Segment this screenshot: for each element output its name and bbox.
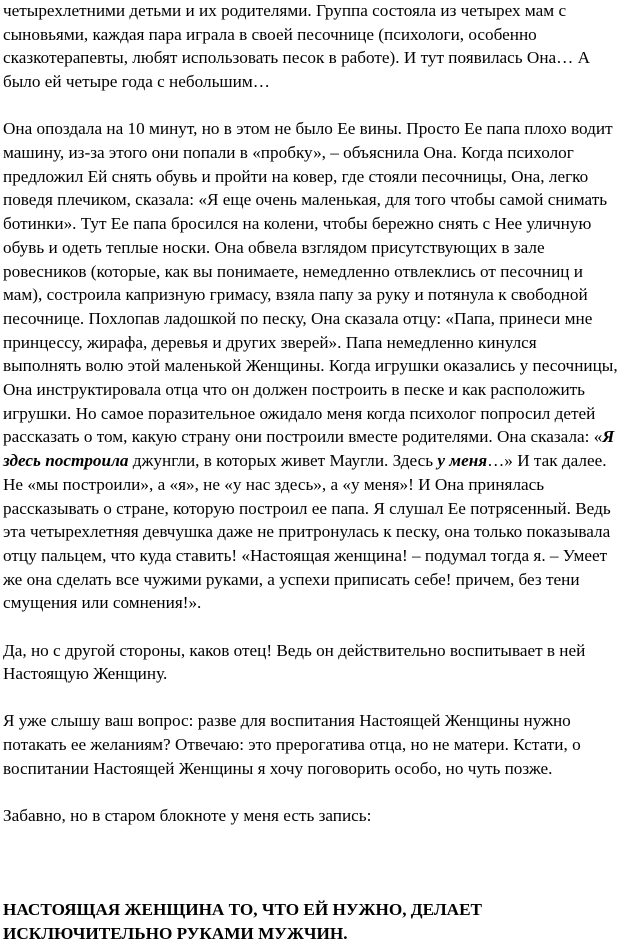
paragraph-5: Забавно, но в старом блокноте у меня есть запись:: [3, 806, 372, 826]
paragraph-1: четырехлетними детьми и их родителями. Группа состояла из четырех мам с сыновьями, каждая пара играла в своей песочнице (психологи, особенно сказкотерапевты, любят использовать песок в работе). И тут появилась Она… А было ей четыре года с небольшим…: [3, 1, 591, 92]
paragraph-2-emphasis-1: Я здесь построила: [3, 427, 615, 471]
paragraph-2-text-a: Она опоздала на 10 минут, но в этом не было Ее вины. Просто Ее папа плохо водит машину, из-за этого они попали в «пробку», – объяснила Она. Когда психолог предложил Ей снять обувь и пройти на ковер, где стояли песочницы, Она, легко поведя плечиком, сказала: «Я еще очень маленькая, для того чтобы самой снимать ботинки». Тут Ее папа бросился на колени, чтобы бережно снять с Нее уличную обувь и одеть теплые носки. Она обвела взглядом присутствующих в зале ровесников (которые, как вы понимаете, немедленно отвлеклись от песочниц и мам), состроила капризную гримасу, взяла папу за руку и потянула к свободной песочнице. Похлопав ладошкой по песку, Она сказала отцу: «Папа, принеси мне принцессу, жирафа, деревья и других зверей». Папа немедленно кинулся выполнять волю этой маленькой Женщины. Когда игрушки оказались у песочницы, Она инструктировала отца что он должен построить в песке и как расположить игрушки. Но самое поразительное ожидало меня когда психолог попросил детей рассказать о том, какую страну они построили вместе родителями. Она сказала: «: [3, 119, 618, 447]
paragraph-2-emphasis-2: у меня: [437, 451, 488, 471]
paragraph-gap: [3, 828, 618, 898]
paragraph-gap: [3, 781, 618, 805]
paragraph-2: [3, 117, 618, 615]
paragraph-gap: [3, 94, 618, 118]
paragraph-2-text-b: джунгли, в которых живет Маугли. Здесь: [128, 451, 438, 471]
paragraph-3: Да, но с другой стороны, каков отец! Ведь он действительно воспитывает в ней Настоящую Женщину.: [3, 640, 586, 684]
paragraph-4: Я уже слышу ваш вопрос: разве для воспитания Настоящей Женщины нужно потакать ее желаниям? Отвечаю: это прерогатива отца, но не матери. Кстати, о воспитании Настоящей Женщины я хочу поговорить особо, но чуть позже.: [3, 711, 581, 778]
paragraph-gap: [3, 686, 618, 710]
paragraph-gap: [3, 615, 618, 639]
paragraph-2-text-c: …» И так далее. Не «мы построили», а «я», не «у нас здесь», а «у меня»! И Она принялась рассказывать о стране, которую построил ее папа. Я слушал Ее потрясенный. Ведь эта четырехлетняя девчушка даже не притронулась к песку, она только показывала отцу пальцем, что куда ставить! «Настоящая женщина! – подумал тогда я. – Умеет же она сделать все чужими руками, а успехи приписать себе! причем, без тени смущения или сомнения!».: [3, 451, 611, 613]
closing-heading: НАСТОЯЩАЯ ЖЕНЩИНА ТО, ЧТО ЕЙ НУЖНО, ДЕЛАЕТ ИСКЛЮЧИТЕЛЬНО РУКАМИ МУЖЧИН.: [3, 899, 483, 944]
